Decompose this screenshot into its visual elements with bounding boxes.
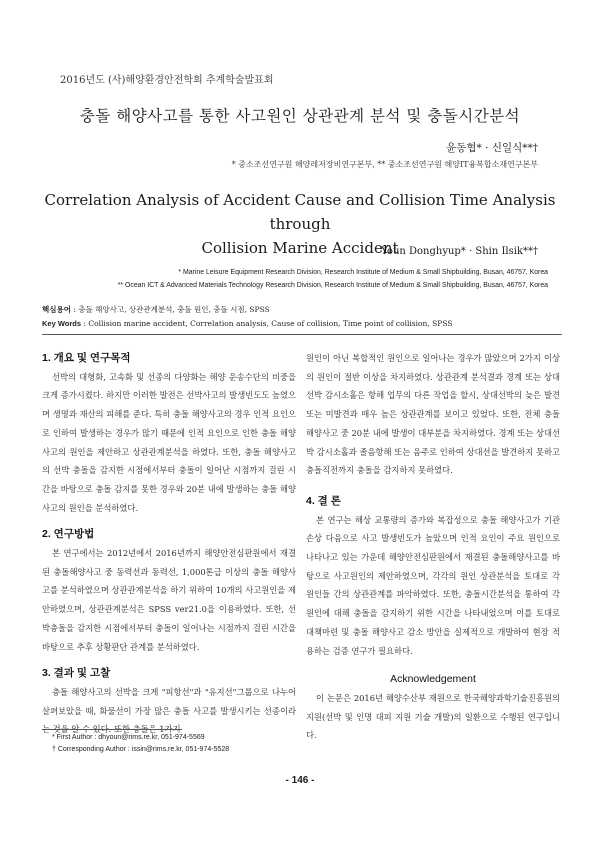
english-affiliation-2: ** Ocean ICT & Advanced Materials Technology Research Division, Research Institute of Medium & Small Shipbuilding, Busan, 46757, Korea <box>117 282 548 289</box>
acknowledgement-body: 이 논문은 2016년 해양수산부 재원으로 한국해양과학기술진흥원의 지원(선박 및 인명 대피 지원 기술 개발)의 일환으로 수행된 연구입니다. <box>306 692 560 741</box>
section-2-heading: 2. 연구방법 <box>42 528 95 541</box>
keywords-english <box>42 319 452 328</box>
section-4-body: 본 연구는 해상 교통량의 증가와 복잡성으로 충돌 해양사고가 기관 손상 다음으로 사고 발생빈도가 높았으며 인적 요인이 주요 원인으로 나타나고 있는 가운데 해양안전심판원에서 재결된 충돌해양사고를 바탕으로 사고원인의 제안하였으며, 각각의 원인 상관분석을 토대로 각 원인들 간의 상관관계를 파악하였다. 또한, 충돌시간분석을 통하여 각 원인에 대해 충돌을 감지하기 위한 시간을 나타내었으며 이를 토대로 대책마련 및 충돌 해양사고 감소 방안을 실제적으로 개발하여 현장 적용하는 검증 연구가 필요하다. <box>306 514 560 656</box>
keywords-korean-text: : 충돌 해양사고, 상관관계분석, 충돌 원인, 충돌 시점, SPSS <box>70 305 270 314</box>
section-1-body: 선박의 대형화, 고속화 및 선종의 다양화는 해양 운송수단의 비중을 크게 증가시켰다. 하지만 이러한 발전은 선박사고의 발생빈도도 높였으며 생명과 재산의 피해를 준다. 특히 충돌 해양사고의 경우 인적 요인으로 인하여 발생하는 경우가 많기 때문에 인적 요인으로 인한 충돌 해양사고의 원인을 제안하고 상관관계분석을 하였다. 또한, 충돌 해양사고의 선박 충돌을 감지한 시점에서부터 충돌이 일어난 시점까지 걸린 시간을 바탕으로 충돌 감지를 못한 경우와 20분 내에 발생하는 충돌 해양사고의 원인을 분석하였다. <box>42 371 296 513</box>
section-2-body: 본 연구에서는 2012년에서 2016년까지 해양안전심판원에서 재결된 충돌해양사고 중 동력선과 동력선, 1,000톤급 이상의 충돌 해양사고를 분석하였으며 상관관계분석을 하기 위하여 10개의 사고원인을 제안하였으며, 상관관계분석은 SPSS ver21.0을 이용하였다. 또한, 선박충돌을 감지한 시점에서부터 충돌이 일어나는 시점까지 걸린 시간을 바탕으로 추후 상황판단 관계를 분석하였다. <box>42 548 296 652</box>
keywords-korean-label: 핵심용어 <box>42 305 71 314</box>
keywords-divider <box>42 334 562 335</box>
section-3-continued: 원인이 아닌 복합적인 원인으로 일어나는 경우가 많았으며 2가지 이상의 원인이 절반 이상을 차지하였다. 상관관계 분석결과 경계 또는 상대 선박 감시소홀은 항해 업무의 다른 작업을 할시, 상대선박의 늦은 발견 또는 미발견과 매우 높은 상관관계를 보이고 있었다. 또한, 전체 충돌 해양사고 중 20분 내에 발생이 대부분을 차지하였다. 경계 또는 상대선박 감시소홀과 졸음항해 또는 음주로 인하여 상대선을 발견하지 못하고 충돌직전까지 충돌을 감지하지 못하였다. <box>306 353 560 476</box>
footnote-first-author: * First Author : dhyoun@rims.re.kr, 051-974-5569 <box>52 734 205 741</box>
section-4-heading: 4. 결 론 <box>306 494 341 507</box>
footnote-corresponding-author: † Corresponding Author : issin@rims.re.kr, 051-974-5528 <box>52 746 230 753</box>
english-affiliation-1: * Marine Leisure Equipment Research Division, Research Institute of Medium & Small Shipbuilding, Busan, 46757, Korea <box>178 269 548 276</box>
conference-header: 2016년도 (사)해양환경안전학회 추계학술발표회 <box>60 75 274 86</box>
section-3-body: 충돌 해양사고의 선박을 크게 "피항선"과 "유지선"그룹으로 나누어 살펴보았을 때, 화물선이 가장 많은 충돌 사고를 발생시키는 선종이라는 것을 알 수 있다. 또한 충돌은 1가지 <box>42 686 296 735</box>
english-title-line-2: Collision Marine Accident <box>201 239 399 257</box>
footnote-divider <box>42 729 182 730</box>
left-column <box>42 349 296 739</box>
keywords-english-label: Key Words <box>42 319 82 328</box>
korean-authors: 윤동협* · 신일식**† <box>446 142 538 154</box>
keywords-korean <box>42 304 270 315</box>
korean-title: 충돌 해양사고를 통한 사고원인 상관관계 분석 및 충돌시간분석 <box>79 107 521 125</box>
section-3-heading: 3. 결과 및 고찰 <box>42 667 111 680</box>
acknowledgement-heading: Acknowledgement <box>390 673 476 686</box>
page-number: - 146 - <box>285 775 315 786</box>
english-affiliations <box>40 266 548 292</box>
english-authors: Youn Donghyup* · Shin Ilsik**† <box>381 246 538 257</box>
right-column <box>306 349 560 745</box>
english-title-line-1: Correlation Analysis of Accident Cause and Collision Time Analysis through <box>44 191 556 233</box>
keywords-english-text: : Collision marine accident, Correlation analysis, Cause of collision, Time point of collision, SPSS <box>81 319 453 328</box>
section-1-heading: 1. 개요 및 연구목적 <box>42 352 131 364</box>
korean-affiliations: * 중소조선연구원 해양레저장비연구본부, ** 중소조선연구원 해양IT융복합소재연구본부 <box>231 160 538 169</box>
